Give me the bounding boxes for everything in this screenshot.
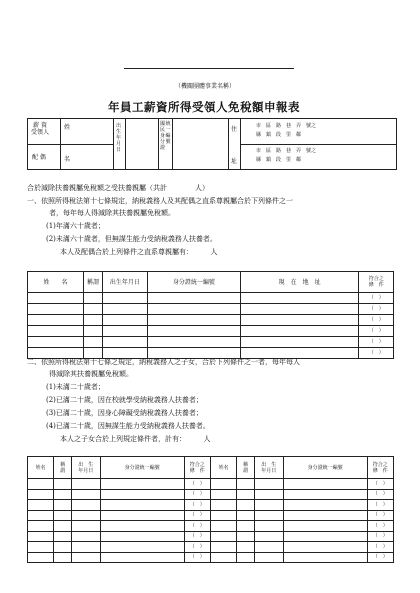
- table-cell[interactable]: （ ）: [184, 521, 210, 532]
- table-cell[interactable]: （ ）: [359, 348, 394, 359]
- table-cell[interactable]: [254, 521, 283, 532]
- table-cell[interactable]: [254, 500, 283, 511]
- table-cell[interactable]: [71, 500, 100, 511]
- id-label: 國統 民一 身編 分號 證: [160, 121, 172, 151]
- header-vline: [240, 118, 241, 170]
- table-cell[interactable]: （ ）: [184, 531, 210, 542]
- table-row: [28, 500, 394, 511]
- table-row: [28, 542, 394, 553]
- table-cell[interactable]: [210, 479, 236, 490]
- table-cell[interactable]: [71, 542, 100, 553]
- table-cell[interactable]: （ ）: [367, 489, 393, 500]
- table-cell[interactable]: [237, 552, 255, 563]
- table-cell[interactable]: （ ）: [367, 510, 393, 521]
- header-divider: [27, 144, 113, 145]
- table-cell[interactable]: [84, 315, 103, 326]
- table-cell[interactable]: [84, 337, 103, 348]
- birth-label: 出 生 年 月 日: [116, 123, 122, 153]
- table-cell[interactable]: [28, 489, 54, 500]
- section2-item: (2)已滿二十歲，因在校就學受納稅義務人扶養者；: [46, 396, 203, 404]
- col-header: 出 生 年月日: [254, 457, 283, 479]
- org-name-line: [124, 68, 294, 69]
- table-row: [28, 293, 394, 304]
- table-cell[interactable]: [100, 479, 184, 490]
- table-row: [28, 489, 394, 500]
- table-cell[interactable]: [240, 348, 359, 359]
- header-vline: [228, 118, 229, 170]
- section1-table: [27, 271, 394, 359]
- table-cell[interactable]: [102, 337, 147, 348]
- table-cell[interactable]: [100, 510, 184, 521]
- recipient-label: 薪 資 受領人: [31, 122, 50, 136]
- table-row: [28, 348, 394, 359]
- table-cell[interactable]: [283, 510, 367, 521]
- table-cell[interactable]: [28, 521, 54, 532]
- section2-item: (4)已滿二十歲，因無謀生能力受納稅義務人扶養者。: [46, 422, 210, 430]
- table-cell[interactable]: [102, 348, 147, 359]
- col-header: 姓 名: [28, 272, 84, 293]
- header-vline: [125, 118, 126, 170]
- section2-item: (3)已滿二十歲，因身心障礙受納稅義務人扶養者；: [46, 409, 203, 417]
- table-cell[interactable]: [100, 489, 184, 500]
- header-vline: [172, 118, 173, 170]
- table-cell[interactable]: [54, 479, 72, 490]
- table-cell[interactable]: [84, 326, 103, 337]
- col-header: 符合之 條 件: [359, 272, 394, 293]
- table-cell[interactable]: [237, 489, 255, 500]
- table-row: [28, 315, 394, 326]
- section2-count-line: 本人之子女合於上列規定條件者，計有： 人: [60, 435, 211, 443]
- table-cell[interactable]: [100, 500, 184, 511]
- table-cell[interactable]: [28, 304, 84, 315]
- address-label-top: 住: [231, 126, 238, 133]
- table-cell[interactable]: [240, 315, 359, 326]
- header-vline: [158, 118, 159, 170]
- section1-item: (1)年滿六十歲者；: [46, 222, 105, 230]
- section2-item: (1)未滿二十歲者；: [46, 383, 105, 391]
- table-cell[interactable]: [237, 531, 255, 542]
- table-cell[interactable]: [54, 500, 72, 511]
- table-cell[interactable]: （ ）: [367, 479, 393, 490]
- table-cell[interactable]: （ ）: [359, 326, 394, 337]
- table-cell[interactable]: （ ）: [359, 337, 394, 348]
- header-vline: [60, 118, 61, 170]
- header-divider-right: [240, 144, 397, 145]
- col-header: 出 生 年月日: [71, 457, 100, 479]
- table-cell[interactable]: （ ）: [184, 489, 210, 500]
- table-row: [28, 304, 394, 315]
- table-cell[interactable]: [71, 552, 100, 563]
- table-cell[interactable]: [147, 337, 240, 348]
- table-cell[interactable]: [240, 326, 359, 337]
- address-line: 市 區 路 巷 弄 號之: [256, 148, 317, 154]
- table-cell[interactable]: [254, 479, 283, 490]
- table-cell[interactable]: [237, 479, 255, 490]
- table-cell[interactable]: [28, 542, 54, 553]
- table-cell[interactable]: [147, 326, 240, 337]
- table-cell[interactable]: [84, 293, 103, 304]
- table-cell[interactable]: [210, 542, 236, 553]
- table-cell[interactable]: [28, 479, 54, 490]
- table-cell[interactable]: [147, 348, 240, 359]
- table-cell[interactable]: [283, 521, 367, 532]
- address-label-bottom: 址: [231, 158, 238, 165]
- table-cell[interactable]: [240, 304, 359, 315]
- spouse-label: 配 偶: [32, 154, 46, 161]
- table-cell[interactable]: [28, 552, 54, 563]
- name-label-2: 名: [64, 156, 71, 163]
- header-vline: [113, 118, 114, 170]
- table-cell[interactable]: [54, 542, 72, 553]
- table-cell[interactable]: [147, 293, 240, 304]
- section2-heading-2: 得減除其扶養親屬免稅額。: [49, 370, 133, 378]
- org-name-label: （機關團體事業名稱）: [175, 83, 236, 90]
- col-header: 身分證統一編號: [283, 457, 367, 479]
- table-cell[interactable]: [71, 489, 100, 500]
- table-cell[interactable]: [28, 337, 84, 348]
- table-cell[interactable]: [254, 552, 283, 563]
- table-cell[interactable]: [28, 315, 84, 326]
- table-cell[interactable]: [254, 510, 283, 521]
- table-cell[interactable]: [54, 531, 72, 542]
- table-row: [28, 479, 394, 490]
- table-row: [28, 510, 394, 521]
- table-cell[interactable]: [28, 510, 54, 521]
- table-cell[interactable]: [100, 521, 184, 532]
- section2-heading: 二、依照所得稅法第十七條之規定，納稅義務人之子女，合於下列條件之一者，每年每人: [27, 358, 300, 366]
- table-cell[interactable]: （ ）: [184, 500, 210, 511]
- table-row: [28, 521, 394, 532]
- table-cell[interactable]: [28, 531, 54, 542]
- table-cell[interactable]: （ ）: [367, 521, 393, 532]
- table-cell[interactable]: [71, 510, 100, 521]
- table-cell[interactable]: [240, 337, 359, 348]
- table-cell[interactable]: [71, 531, 100, 542]
- table-cell[interactable]: （ ）: [359, 315, 394, 326]
- section1-heading-2: 者，每年每人得減除其扶養親屬免稅額。: [49, 209, 175, 217]
- table-cell[interactable]: [71, 521, 100, 532]
- col-header: 姓名: [28, 457, 54, 479]
- table-cell[interactable]: [84, 348, 103, 359]
- section1-item: (2)未滿六十歲者，但無謀生能力受納稅義務人扶養者。: [46, 235, 217, 243]
- table-row: [28, 552, 394, 563]
- col-header: 姓名: [210, 457, 236, 479]
- table-cell[interactable]: [283, 552, 367, 563]
- name-label: 姓: [64, 124, 71, 131]
- table-cell[interactable]: [28, 500, 54, 511]
- table-cell[interactable]: （ ）: [367, 542, 393, 553]
- table-cell[interactable]: [102, 304, 147, 315]
- table-row: [28, 531, 394, 542]
- table-cell[interactable]: [254, 542, 283, 553]
- table-row: [28, 326, 394, 337]
- table-cell[interactable]: [147, 315, 240, 326]
- col-header: 稱謂: [84, 272, 103, 293]
- col-header: 稱 謂: [237, 457, 255, 479]
- table-cell[interactable]: [102, 293, 147, 304]
- col-header: 出生年月日: [102, 272, 147, 293]
- table-cell[interactable]: （ ）: [359, 293, 394, 304]
- table-cell[interactable]: （ ）: [367, 500, 393, 511]
- table-cell[interactable]: [28, 326, 84, 337]
- table-cell[interactable]: [100, 542, 184, 553]
- form-title: 年員工薪資所得受領人免稅額申報表: [108, 100, 300, 114]
- table-cell[interactable]: [210, 552, 236, 563]
- table-cell[interactable]: [210, 510, 236, 521]
- table-cell[interactable]: [100, 552, 184, 563]
- table-cell[interactable]: [210, 531, 236, 542]
- section1-heading: 一、依照所得稅法第十七條規定，納稅義務人及其配偶之直系尊親屬合於下列條件之一: [27, 197, 293, 205]
- table-row: [28, 337, 394, 348]
- col-header: 稱 謂: [54, 457, 72, 479]
- table-cell[interactable]: [71, 479, 100, 490]
- address-line: 市 區 路 巷 弄 號之: [256, 123, 317, 129]
- table-cell[interactable]: （ ）: [184, 510, 210, 521]
- col-header: 身分證統一編號: [147, 272, 240, 293]
- table-cell[interactable]: [28, 348, 84, 359]
- table-cell[interactable]: [100, 531, 184, 542]
- col-header: 身分證統一編號: [100, 457, 184, 479]
- section1-count-line: 本人及配偶合於上列條件之直系尊親屬有： 人: [60, 248, 218, 256]
- table-cell[interactable]: [283, 479, 367, 490]
- table-cell[interactable]: [283, 531, 367, 542]
- table-cell[interactable]: （ ）: [359, 304, 394, 315]
- table-cell[interactable]: [54, 489, 72, 500]
- table-cell[interactable]: [240, 293, 359, 304]
- col-header: 符合之 條 件: [367, 457, 393, 479]
- table-cell[interactable]: [237, 500, 255, 511]
- table-cell[interactable]: [147, 304, 240, 315]
- table-cell[interactable]: （ ）: [184, 479, 210, 490]
- table-cell[interactable]: [210, 521, 236, 532]
- table-cell[interactable]: [84, 304, 103, 315]
- table-cell[interactable]: [28, 293, 84, 304]
- address-line: 縣 鎮 段 里 鄰: [256, 132, 302, 138]
- table-cell[interactable]: [283, 489, 367, 500]
- table-cell[interactable]: [237, 542, 255, 553]
- col-header: 現 在 地 址: [240, 272, 359, 293]
- table-cell[interactable]: [54, 552, 72, 563]
- col-header: 符合之 條 件: [184, 457, 210, 479]
- table-cell[interactable]: [54, 510, 72, 521]
- table-cell[interactable]: [102, 326, 147, 337]
- section2-table: [27, 456, 394, 563]
- table-cell[interactable]: （ ）: [184, 552, 210, 563]
- table-cell[interactable]: [254, 489, 283, 500]
- table-cell[interactable]: [210, 500, 236, 511]
- table-cell[interactable]: [254, 531, 283, 542]
- table-cell[interactable]: [54, 521, 72, 532]
- table-cell[interactable]: [237, 521, 255, 532]
- intro-line: 合於減除扶養親屬免稅額之受扶養親屬（共計 人）: [27, 184, 209, 192]
- table-cell[interactable]: （ ）: [184, 542, 210, 553]
- table-cell[interactable]: [210, 489, 236, 500]
- table-cell[interactable]: （ ）: [367, 552, 393, 563]
- table-cell[interactable]: [237, 510, 255, 521]
- table-cell[interactable]: [283, 500, 367, 511]
- table-cell[interactable]: [283, 542, 367, 553]
- table-cell[interactable]: （ ）: [367, 531, 393, 542]
- address-line: 縣 鎮 段 里 鄰: [256, 157, 302, 163]
- table-cell[interactable]: [102, 315, 147, 326]
